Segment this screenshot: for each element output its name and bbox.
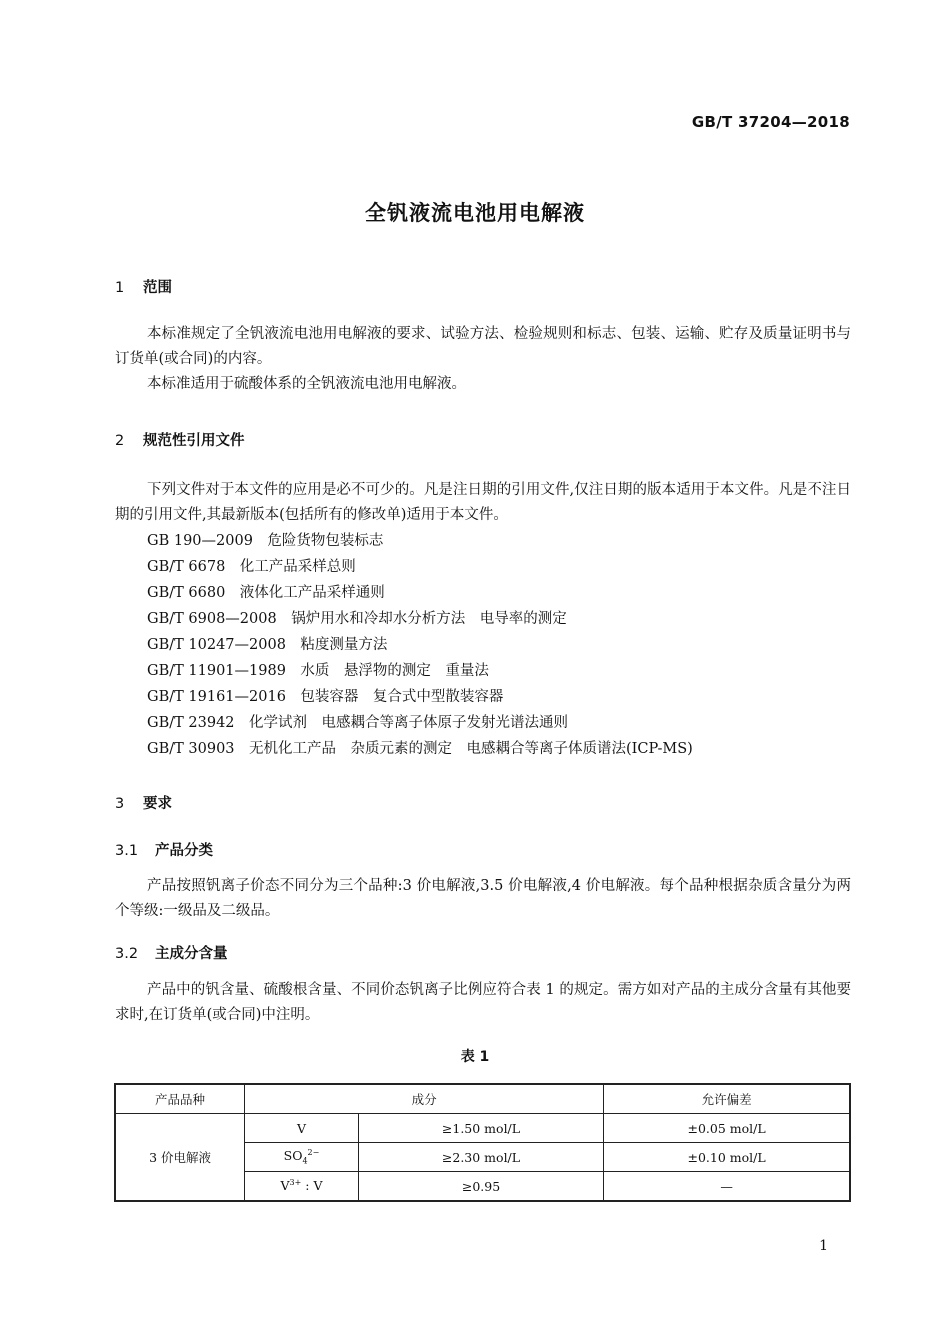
paragraph: 本标准规定了全钒液流电池用电解液的要求、试验方法、检验规则和标志、包装、运输、贮存及质量证明书与订货单(或合同)的内容。 — [115, 326, 851, 367]
reference-item: GB/T 30903 无机化工产品 杂质元素的测定 电感耦合等离子体质谱法(ICP-MS) — [147, 741, 693, 757]
table-caption: 表 1 — [460, 1049, 490, 1065]
header-product: 产品品种 — [115, 1084, 245, 1114]
section-title: 范围 — [143, 280, 172, 296]
tolerance-cell: ±0.10 mol/L — [604, 1143, 850, 1172]
paragraph: 产品中的钒含量、硫酸根含量、不同价态钒离子比例应符合表 1 的规定。需方如对产品的主成分含量有其他要求时,在订货单(或合同)中注明。 — [115, 982, 851, 1023]
value-cell: ≥1.50 mol/L — [358, 1114, 603, 1143]
section-3-heading — [115, 792, 172, 813]
section-number: 2 — [115, 433, 125, 449]
reference-item: GB/T 19161—2016 包装容器 复合式中型散装容器 — [147, 689, 504, 705]
section-number: 3 — [115, 796, 125, 812]
component-base: SO — [283, 1148, 303, 1164]
page-number: 1 — [819, 1238, 828, 1254]
section-title: 要求 — [143, 796, 172, 812]
component-cell — [245, 1172, 359, 1202]
header-tolerance: 允许偏差 — [604, 1084, 850, 1114]
document-title: 全钒液流电池用电解液 — [365, 201, 585, 225]
section-1-body — [115, 322, 851, 397]
section-2-intro — [115, 478, 851, 528]
component-superscript: 2− — [307, 1148, 320, 1158]
reference-item: GB/T 10247—2008 粘度测量方法 — [147, 637, 388, 653]
reference-item: GB/T 23942 化学试剂 电感耦合等离子体原子发射光谱法通则 — [147, 715, 569, 731]
table-row — [115, 1114, 850, 1143]
reference-item: GB/T 6678 化工产品采样总则 — [147, 559, 356, 575]
section-title: 产品分类 — [155, 843, 213, 859]
component-tail: : V — [301, 1178, 323, 1194]
section-1-heading — [115, 276, 172, 297]
reference-item: GB/T 6908—2008 锅炉用水和冷却水分析方法 电导率的测定 — [147, 611, 567, 627]
component-cell — [245, 1143, 359, 1172]
table-header-row — [115, 1084, 850, 1114]
section-number: 3.1 — [115, 843, 139, 859]
section-number: 1 — [115, 280, 125, 296]
section-3-1-heading — [115, 839, 213, 860]
value-cell: ≥2.30 mol/L — [358, 1143, 603, 1172]
section-3-2-body — [115, 978, 851, 1028]
paragraph: 产品按照钒离子价态不同分为三个品种:3 价电解液,3.5 价电解液,4 价电解液。每个品种根据杂质含量分为两个等级:一级品及二级品。 — [115, 878, 851, 919]
section-title: 主成分含量 — [155, 946, 228, 962]
section-title: 规范性引用文件 — [143, 433, 245, 449]
component-base: V — [280, 1178, 290, 1194]
paragraph: 下列文件对于本文件的应用是必不可少的。凡是注日期的引用文件,仅注日期的版本适用于本文件。凡是不注日期的引用文件,其最新版本(包括所有的修改单)适用于本文件。 — [115, 482, 851, 523]
component-subscript: 4 — [302, 1156, 308, 1166]
tolerance-cell: ±0.05 mol/L — [604, 1114, 850, 1143]
reference-item: GB/T 6680 液体化工产品采样通则 — [147, 585, 385, 601]
component-superscript: 3+ — [289, 1178, 302, 1188]
section-2-heading — [115, 429, 245, 450]
paragraph: 本标准适用于硫酸体系的全钒液流电池用电解液。 — [147, 376, 466, 392]
standard-number: GB/T 37204—2018 — [691, 113, 850, 131]
product-group-cell: 3 价电解液 — [115, 1114, 245, 1202]
reference-item: GB 190—2009 危险货物包装标志 — [147, 533, 384, 549]
section-3-1-body — [115, 874, 851, 924]
header-component: 成分 — [245, 1084, 604, 1114]
section-3-2-heading — [115, 942, 228, 963]
reference-item: GB/T 11901—1989 水质 悬浮物的测定 重量法 — [147, 663, 489, 679]
value-cell: ≥0.95 — [358, 1172, 603, 1202]
table-1 — [114, 1083, 851, 1202]
tolerance-cell: — — [604, 1172, 850, 1202]
section-number: 3.2 — [115, 946, 139, 962]
component-cell: V — [245, 1114, 359, 1143]
